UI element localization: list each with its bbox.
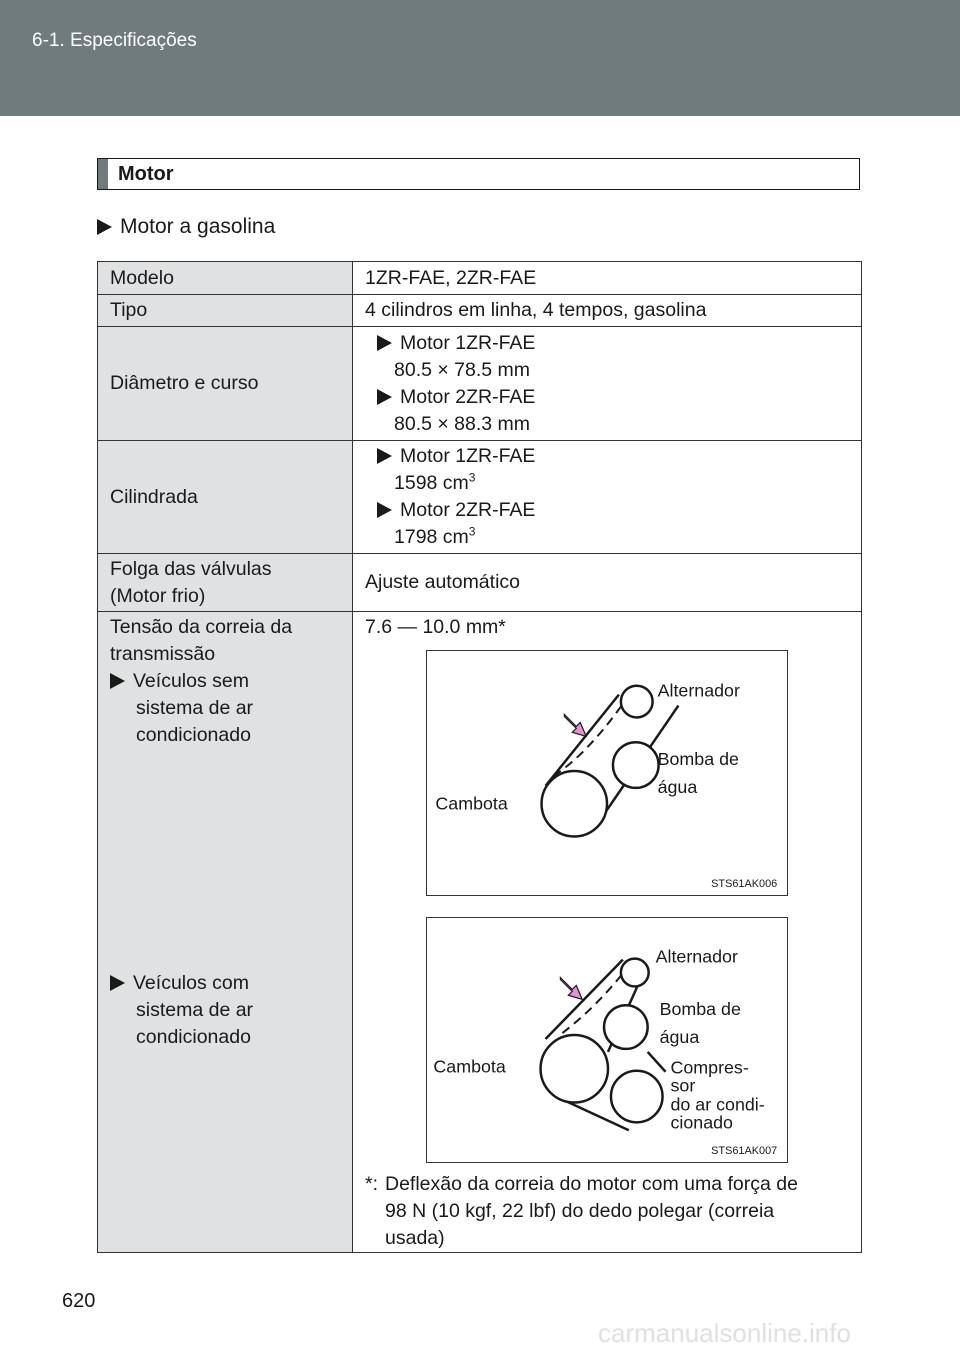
label-com-ar: Veículos com sistema de ar condicionado [110,970,253,1051]
page-header [0,0,960,116]
triangle-bullet-icon [97,219,112,235]
label-alternador: Alternador [657,680,740,701]
belt-diagram-no-ac [426,650,788,896]
row-label-cilindrada: Cilindrada [98,441,353,554]
table-row [98,262,862,295]
diagram-code: STS61AK007 [711,1145,778,1158]
table-row [98,327,862,441]
row-value-tipo: 4 cilindros em linha, 4 tempos, gasolina [353,295,862,327]
label-bomba-2: água [659,1026,700,1047]
section-title: Motor [118,163,174,185]
ac-compressor-pulley [611,1071,663,1123]
diagram-code: STS61AK006 [711,878,778,891]
triangle-bullet-icon [377,502,392,518]
belt-diagram-with-ac [426,917,788,1163]
label-bomba-1: Bomba de [657,749,739,770]
label-compressor-3: do ar condi- [670,1094,765,1115]
alternator-pulley [621,686,653,718]
triangle-bullet-icon [377,389,392,405]
row-value-tensao: 7.6 — 10.0 mm* Alternador Bomba de água Cambota STS61AK006 Alternador Bomba de água Cambota Compres- sor do ar condi- cionado STS61AK007 *: Deflexão da correia do motor com uma força de 98 N (10 kgf, 22 lbf) do dedo polegar (correia usada) [353,612,862,1253]
triangle-bullet-icon [110,975,125,991]
triangle-bullet-icon [377,335,392,351]
water-pump-pulley [604,1005,648,1049]
label-alternador: Alternador [655,946,738,967]
table-row [98,441,862,554]
row-value-folga: Ajuste automático [353,554,862,612]
table-row [98,554,862,612]
water-pump-pulley [613,742,659,788]
alternator-pulley [621,959,649,987]
page-number: 620 [62,1290,96,1312]
row-label-tipo: Tipo [98,295,353,327]
subheading [97,215,275,239]
label-cambota: Cambota [433,1056,506,1077]
section-title-box [97,158,860,190]
triangle-bullet-icon [110,673,125,689]
row-label-tensao: Tensão da correia da transmissão Veículos sem sistema de ar condicionado Veículos com sistema de ar condicionado [98,612,353,1253]
push-arrow-icon [564,714,586,736]
triangle-bullet-icon [377,448,392,464]
watermark: carmanualsonline.info [598,1318,851,1348]
row-label-diametro: Diâmetro e curso [98,327,353,441]
spec-table [97,261,862,1253]
row-label-modelo: Modelo [98,262,353,295]
label-cambota: Cambota [435,793,508,814]
push-arrow-icon [560,978,582,1000]
section-title-accent [98,159,108,189]
label-compressor-2: sor [670,1075,696,1096]
row-value-cilindrada: Motor 1ZR-FAE 1598 $cm^3$ Motor 2ZR-FAE 1798 $cm^3$ [353,441,862,554]
label-compressor-4: cionado [670,1112,733,1133]
crankshaft-pulley [542,771,607,836]
footnote: *: Deflexão da correia do motor com uma força de 98 N (10 kgf, 22 lbf) do dedo polegar (correia usada) [365,1173,798,1249]
table-row [98,612,862,1253]
table-row [98,295,862,327]
row-value-modelo: 1ZR-FAE, 2ZR-FAE [353,262,862,295]
label-compressor-1: Compres- [670,1057,749,1078]
label-bomba-1: Bomba de [659,999,741,1020]
crankshaft-pulley [541,1035,608,1102]
row-label-folga: Folga das válvulas (Motor frio) [98,554,353,612]
subheading-text: Motor a gasolina [120,215,276,238]
row-value-diametro: Motor 1ZR-FAE 80.5 × 78.5 mm Motor 2ZR-FAE 80.5 × 88.3 mm [353,327,862,441]
label-bomba-2: água [657,776,698,797]
section-breadcrumb: 6-1. Especificações [32,30,197,51]
